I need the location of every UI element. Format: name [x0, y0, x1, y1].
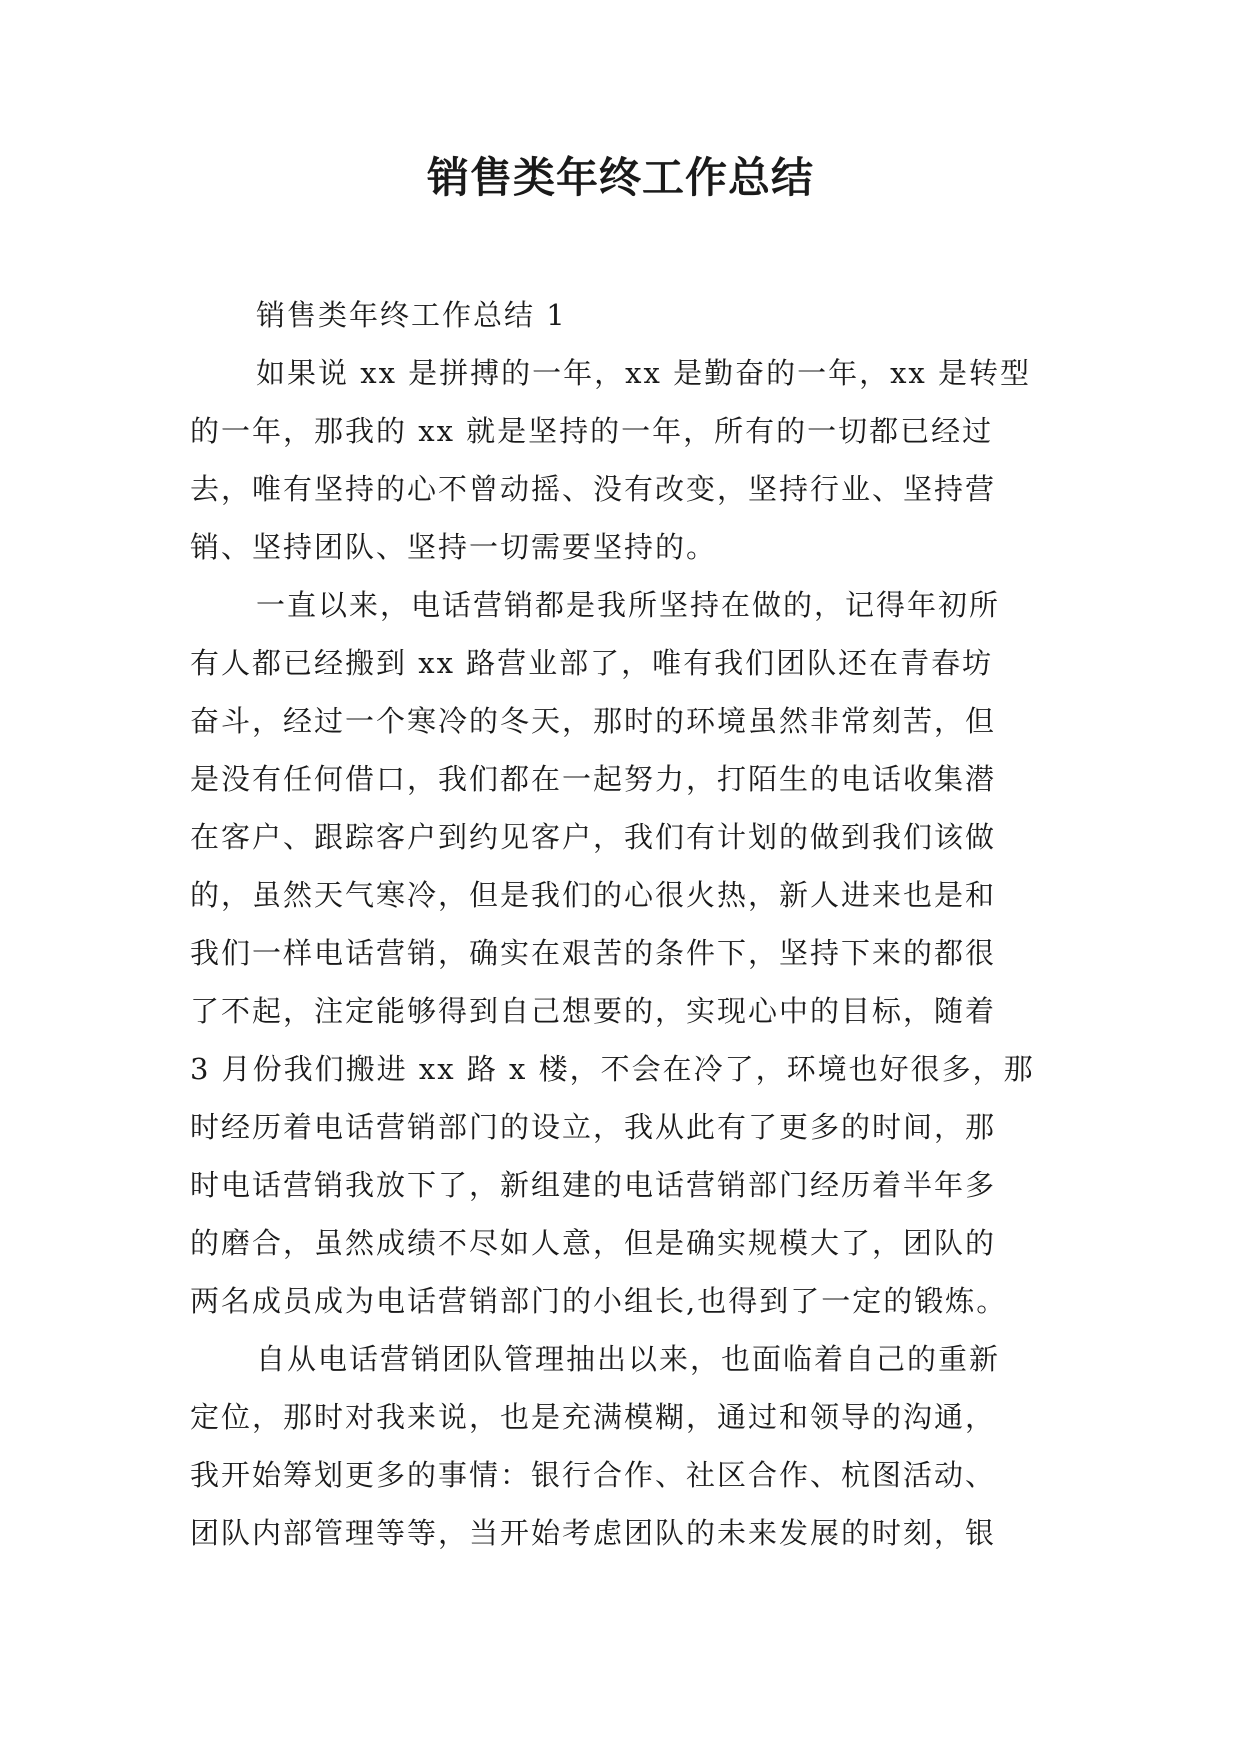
text-line: 在客户、跟踪客户到约见客户，我们有计划的做到我们该做	[190, 820, 997, 854]
text-line: 两名成员成为电话营销部门的小组长,也得到了一定的锻炼。	[190, 1284, 1008, 1318]
text-line: 销售类年终工作总结 1	[256, 298, 567, 332]
text-line: 的一年，那我的 xx 就是坚持的一年，所有的一切都已经过	[190, 414, 994, 448]
document-body	[190, 286, 1052, 1562]
text-line: 时电话营销我放下了，新组建的电话营销部门经历着半年多	[190, 1168, 997, 1202]
text-line: 我开始筹划更多的事情：银行合作、社区合作、杭图活动、	[190, 1458, 997, 1492]
text-line: 了不起，注定能够得到自己想要的，实现心中的目标，随着	[190, 994, 997, 1028]
text-line: 销、坚持团队、坚持一切需要坚持的。	[190, 530, 718, 564]
text-line: 如果说 xx 是拼搏的一年，xx 是勤奋的一年，xx 是转型	[256, 356, 1032, 390]
text-line: 有人都已经搬到 xx 路营业部了，唯有我们团队还在青春坊	[190, 646, 994, 680]
text-line: 去，唯有坚持的心不曾动摇、没有改变，坚持行业、坚持营	[190, 472, 997, 506]
text-line: 奋斗，经过一个寒冷的冬天，那时的环境虽然非常刻苦，但	[190, 704, 997, 738]
document-title: 销售类年终工作总结	[426, 153, 814, 202]
text-line: 的磨合，虽然成绩不尽如人意，但是确实规模大了，团队的	[190, 1226, 997, 1260]
text-line: 时经历着电话营销部门的设立，我从此有了更多的时间，那	[190, 1110, 997, 1144]
text-line: 一直以来，电话营销都是我所坚持在做的，记得年初所	[256, 588, 1001, 622]
text-line: 的，虽然天气寒冷，但是我们的心很火热，新人进来也是和	[190, 878, 997, 912]
text-line: 我们一样电话营销，确实在艰苦的条件下，坚持下来的都很	[190, 936, 997, 970]
text-line: 定位，那时对我来说，也是充满模糊，通过和领导的沟通，	[190, 1400, 997, 1434]
text-line: 3 月份我们搬进 xx 路 x 楼，不会在冷了，环境也好很多，那	[190, 1052, 1035, 1086]
text-line: 自从电话营销团队管理抽出以来，也面临着自己的重新	[256, 1342, 1001, 1376]
text-line: 团队内部管理等等，当开始考虑团队的未来发展的时刻，银	[190, 1516, 997, 1550]
text-line: 是没有任何借口，我们都在一起努力，打陌生的电话收集潜	[190, 762, 997, 796]
